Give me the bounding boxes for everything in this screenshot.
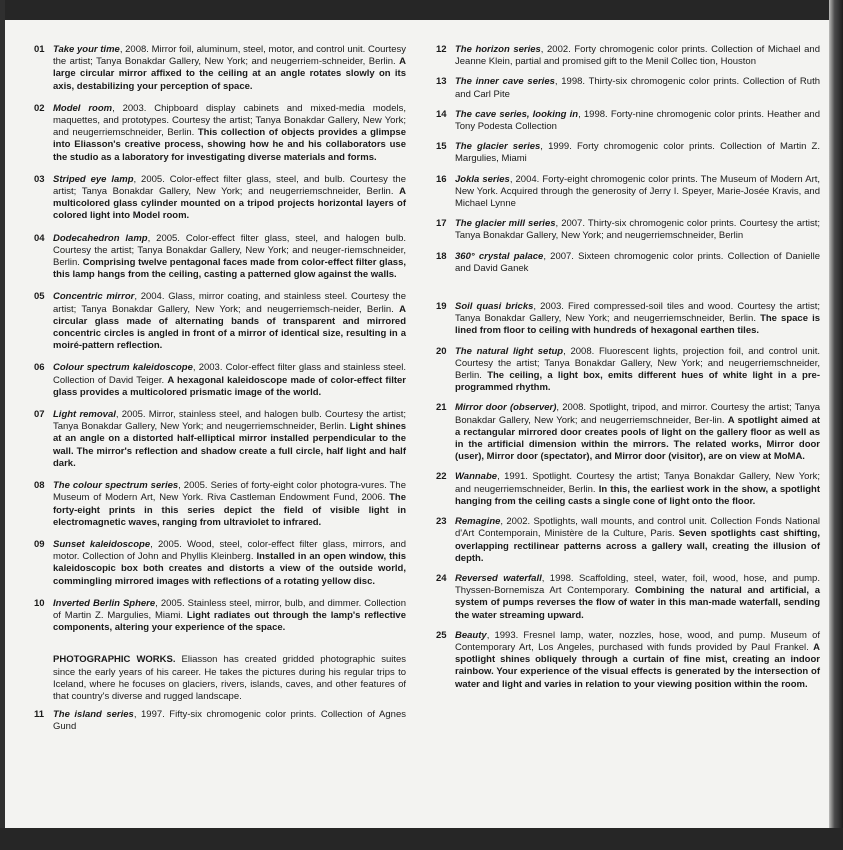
entry-13 xyxy=(436,76,820,100)
entry-18 xyxy=(436,251,820,275)
entry-02 xyxy=(34,103,406,164)
entry-title: The colour spectrum series xyxy=(53,480,179,492)
entry-10 xyxy=(34,598,406,635)
entry-description: Installed in an open window, this kaleidoscopic box both creates and distorts a view of the outside world, commingling mirrored images with reflections of a rotating yellow disc. xyxy=(53,551,406,587)
entry-meta: , 2005. Color-effect filter glass, steel, and bulb. Courtesy the artist; Tanya Bonakdar Gallery, New York; and neugerriemschneider, Berlin. xyxy=(53,173,406,198)
entry-number: 15 xyxy=(436,141,447,153)
entry-number: 08 xyxy=(34,480,45,492)
entry-number: 24 xyxy=(436,572,447,584)
entry-meta: , 2004. Glass, mirror coating, and stainless steel. Courtesy the artist; Tanya Bonakdar Gallery, New York; and neugerriemsch-neider, Berlin. xyxy=(53,291,406,315)
entry-23 xyxy=(436,516,820,565)
entry-number: 19 xyxy=(436,301,447,313)
entry-number: 23 xyxy=(436,516,447,528)
entry-description: A hexagonal kaleidoscope made of color-effect filter glass provides a multicolored prismatic image of the world. xyxy=(53,374,407,398)
entry-description: The space is lined from floor to ceiling with hundreds of hexagonal earthen tiles. xyxy=(455,313,820,337)
entry-meta: , 1993. Fresnel lamp, water, nozzles, hose, wood, and pump. Museum of Contemporary Art, Los Angeles, purchased with funds provided by Paul Frankel. xyxy=(455,629,820,653)
entry-meta: , 2007. Thirty-six chromogenic color prints. Courtesy the artist; Tanya Bonakdar Gallery, New York; and neugerriemschneider, Berlin xyxy=(455,218,820,242)
entry-meta: , 2003. Color-effect filter glass and stainless steel. Collection of David Teiger. xyxy=(53,362,406,386)
entry-07 xyxy=(34,409,406,470)
entry-03 xyxy=(34,174,406,223)
entry-17 xyxy=(436,218,820,242)
entry-title: Wannabe xyxy=(455,471,498,483)
entry-description: Comprising twelve pentagonal faces made from color-effect filter glass, this lamp hangs from the ceiling, casting a patterned glow against the walls. xyxy=(53,257,406,281)
entry-11 xyxy=(34,709,406,733)
entry-number: 20 xyxy=(436,345,447,357)
entry-14 xyxy=(436,109,820,133)
entry-number: 06 xyxy=(34,362,45,374)
entry-description: The ceiling, a light box, emits different hues of white light in a pre-programmed rhythm. xyxy=(455,370,821,394)
entry-description: A spotlight aimed at a rectangular mirrored door creates pools of light on the gallery floor as well as in the artificial dimension within the mirrors. The related works, Mirror door (user), Mirror door (spectator), and Mirror door (visitor), are on view at MoMA. xyxy=(455,414,821,463)
entry-title: Reversed waterfall xyxy=(455,572,542,584)
entry-title: The horizon series xyxy=(455,44,541,55)
entry-title: Dodecahedron lamp xyxy=(53,232,148,244)
entry-06 xyxy=(34,362,406,399)
entry-09 xyxy=(34,539,406,588)
entry-title: Remagine xyxy=(455,516,501,528)
entry-title: Jokla series xyxy=(455,173,510,185)
entry-meta: , 2007. Sixteen chromogenic color prints. Collection of Danielle and David Ganek xyxy=(455,250,821,274)
photographic-works-intro xyxy=(34,654,406,703)
entry-number: 22 xyxy=(436,471,447,483)
entry-number: 05 xyxy=(34,291,45,303)
entry-description: The forty-eight prints in this series depict the field of visible light in electromagnetic waves, ranging from ultraviolet to infrared. xyxy=(53,492,406,528)
entry-number: 09 xyxy=(34,538,45,550)
entry-meta: , 2002. Spotlights, wall mounts, and control unit. Collection Fonds National d'Art Contemporain, Ministère de la Culture, Paris. xyxy=(455,516,820,540)
entry-meta: , 1999. Forty chromogenic color prints. Collection of Martin Z. Margulies, Miami xyxy=(455,141,820,165)
entry-21 xyxy=(436,402,820,463)
entry-description: In this, the earliest work in the show, a spotlight hanging from the ceiling casts a single cone of light onto the floor. xyxy=(455,483,820,507)
entry-title: Mirror door (observer) xyxy=(455,402,557,414)
entry-meta: , 2002. Forty chromogenic color prints. Collection of Michael and Jeanne Klein, partial and promised gift to the Menil Collec tion, Houston xyxy=(455,44,820,68)
entry-title: 360° crystal palace xyxy=(455,250,544,262)
entry-meta: , 2005. Wood, steel, color-effect filter glass, mirrors, and motor. Collection of John and Phyllis Kleinberg. xyxy=(53,538,406,563)
entry-number: 07 xyxy=(34,409,45,421)
entry-number: 16 xyxy=(436,173,447,185)
entry-meta: , 2008. Mirror foil, aluminum, steel, motor, and control unit. Courtesy the artist; Tanya Bonakdar Gallery, New York; and neugerriem-schneider, Berlin. xyxy=(53,44,406,68)
entry-number: 14 xyxy=(436,108,447,120)
entry-meta: , 1998. Scaffolding, steel, water, foil, wood, hose, and pump. Thyssen-Bornemisza Art Contemporary. xyxy=(455,572,820,597)
entry-description: Light radiates out through the lamp's reflective components, altering your experience of the space. xyxy=(53,609,406,634)
entry-number: 21 xyxy=(436,402,447,414)
entry-description: A multicolored glass cylinder mounted on a tripod projects horizontal layers of colored light into Model room. xyxy=(53,186,406,222)
entry-description: A circular glass made of alternating bands of transparent and mirrored concentric circles is angled in front of a mirror of identical size, resulting in a moiré-pattern reflection. xyxy=(53,303,406,352)
entry-title: The glacier mill series xyxy=(455,218,556,230)
entry-number: 12 xyxy=(436,44,447,55)
entry-meta: , 2003. Chipboard display cabinets and mixed-media models, maquettes, and prototypes. Courtesy the artist; Tanya Bonakdar Gallery, New York; and neugerriemschneider, Berlin. xyxy=(53,102,406,139)
entry-title: Soil quasi bricks xyxy=(455,301,534,313)
scan-edge-top xyxy=(0,0,843,20)
entry-meta: , 2003. Fired compressed-soil tiles and wood. Courtesy the artist; Tanya Bonakdar Gallery, New York; and neugerriemschneider, Berlin. xyxy=(455,301,820,325)
entry-title: The cave series, looking in xyxy=(455,108,579,120)
entry-number: 18 xyxy=(436,250,447,262)
entry-meta: , 2005. Stainless steel, mirror, bulb, and dimmer. Collection of Martin Z. Margulies, Miami. xyxy=(53,597,406,621)
scan-edge-bottom xyxy=(0,828,843,850)
entry-description: A spotlight shines obliquely through a curtain of fine mist, creating an indoor rainbow. Your experience of the visual effects is generated by the intersection of water and light and varies in relation to your viewing position within the room. xyxy=(455,641,820,690)
entry-08 xyxy=(34,480,406,529)
entry-meta: , 2008. Fluorescent lights, projection foil, and control unit. Courtesy the artist; Tanya Bonakdar Gallery, New York; and neugerriemschneider, Berlin. xyxy=(455,345,820,382)
left-column xyxy=(34,44,406,734)
entry-number: 03 xyxy=(34,173,45,185)
entry-description: Seven spotlights cast shifting, overlapping rectilinear patterns across a gallery wall, creating the illusion of depth. xyxy=(455,528,821,564)
entry-title: Beauty xyxy=(455,629,487,641)
entry-meta: , 2005. Mirror, stainless steel, and halogen bulb. Courtesy the artist; Tanya Bonakdar Gallery, New York; and neugerriemschneider, Berlin. xyxy=(53,409,406,433)
entry-description: Light shines at an angle on a distorted half-elliptical mirror installed perpendicular to the wall. The mirror's reflection and shadow create a full circle, half light and half dark. xyxy=(53,421,407,469)
entry-meta: , 1991. Spotlight. Courtesy the artist; Tanya Bonakdar Gallery, New York; and neugerriemschneider, Berlin. xyxy=(455,471,820,495)
entry-meta: , 2008. Spotlight, tripod, and mirror. Courtesy the artist; Tanya Bonakdar Gallery, New York; and neugerriemschneider, Ber-lin. xyxy=(455,402,821,426)
entry-title: The inner cave series xyxy=(455,76,555,88)
entry-04 xyxy=(34,233,406,282)
entry-meta: , 1998. Forty-nine chromogenic color prints. Heather and Tony Podesta Collection xyxy=(455,108,820,133)
entry-19 xyxy=(436,301,820,338)
entry-description: This collection of objects provides a glimpse into Eliasson's creative process, showing how he and his collaborators use the studio as a laboratory for investigating diverse materials and forms. xyxy=(53,127,407,163)
entry-title: Colour spectrum kaleidoscope xyxy=(53,362,193,374)
scan-edge-right xyxy=(829,0,843,850)
right-column xyxy=(436,44,820,691)
entry-title: The island series xyxy=(53,709,134,721)
entry-number: 13 xyxy=(436,76,447,88)
entry-title: The glacier series xyxy=(455,141,541,153)
entry-title: Striped eye lamp xyxy=(53,173,134,185)
entry-22 xyxy=(436,471,820,508)
entry-title: Model room xyxy=(53,102,113,114)
entry-description: Combining the natural and artificial, a system of pumps reverses the flow of water in this man-made waterfall, sending the water streaming upward. xyxy=(455,585,821,621)
entry-16 xyxy=(436,174,820,211)
entry-number: 25 xyxy=(436,629,447,641)
entry-title: Concentric mirror xyxy=(53,291,135,303)
entry-25 xyxy=(436,630,820,691)
entry-title: Light removal xyxy=(53,409,116,421)
entry-20 xyxy=(436,346,820,395)
entry-title: Sunset kaleidoscope xyxy=(53,538,151,550)
entry-15 xyxy=(436,141,820,165)
scan-edge-left xyxy=(0,0,5,850)
entry-meta: , 2005. Series of forty-eight color photogra-vures. The Museum of Modern Art, New York. Riva Castleman Endowment Fund, 2006. xyxy=(53,480,406,504)
entry-meta: , 2005. Color-effect filter glass, steel, and halogen bulb. Courtesy the artist; Tanya Bonakdar Gallery, New York; and neuger-riemschneider, Berlin. xyxy=(53,232,406,269)
section-heading: PHOTOGRAPHIC WORKS. xyxy=(53,654,176,666)
section-body: Eliasson has created gridded photographic suites since the early years of his career. He takes the pictures during his regular trips to Iceland, where he focuses on glaciers, rivers, islands, caves, and other features of that country's diverse and rugged landscape. xyxy=(53,654,407,702)
entry-title: Inverted Berlin Sphere xyxy=(53,597,156,609)
entry-meta: , 1998. Thirty-six chromogenic color prints. Collection of Ruth and Carl Pite xyxy=(455,76,820,100)
entry-number: 02 xyxy=(34,102,45,114)
entry-meta: , 1997. Fifty-six chromogenic color prints. Collection of Agnes Gund xyxy=(53,709,406,733)
entry-meta: , 2004. Forty-eight chromogenic color prints. The Museum of Modern Art, New York. Acquired through the generosity of Jerry I. Speyer, Marie-Josée Kravis, and Michael Lynne xyxy=(455,173,821,210)
entry-number: 11 xyxy=(34,709,45,721)
entry-24 xyxy=(436,573,820,622)
entry-number: 04 xyxy=(34,232,45,244)
entry-title: Take your time xyxy=(53,44,120,55)
entry-description: A large circular mirror affixed to the ceiling at an angle rotates slowly on its axis, destabilizing your perception of space. xyxy=(53,56,407,92)
entry-title: The natural light setup xyxy=(455,345,564,357)
entry-12 xyxy=(436,44,820,68)
entry-number: 17 xyxy=(436,218,447,230)
entry-05 xyxy=(34,291,406,352)
entry-number: 10 xyxy=(34,597,45,609)
entry-01 xyxy=(34,44,406,93)
entry-number: 01 xyxy=(34,44,45,55)
